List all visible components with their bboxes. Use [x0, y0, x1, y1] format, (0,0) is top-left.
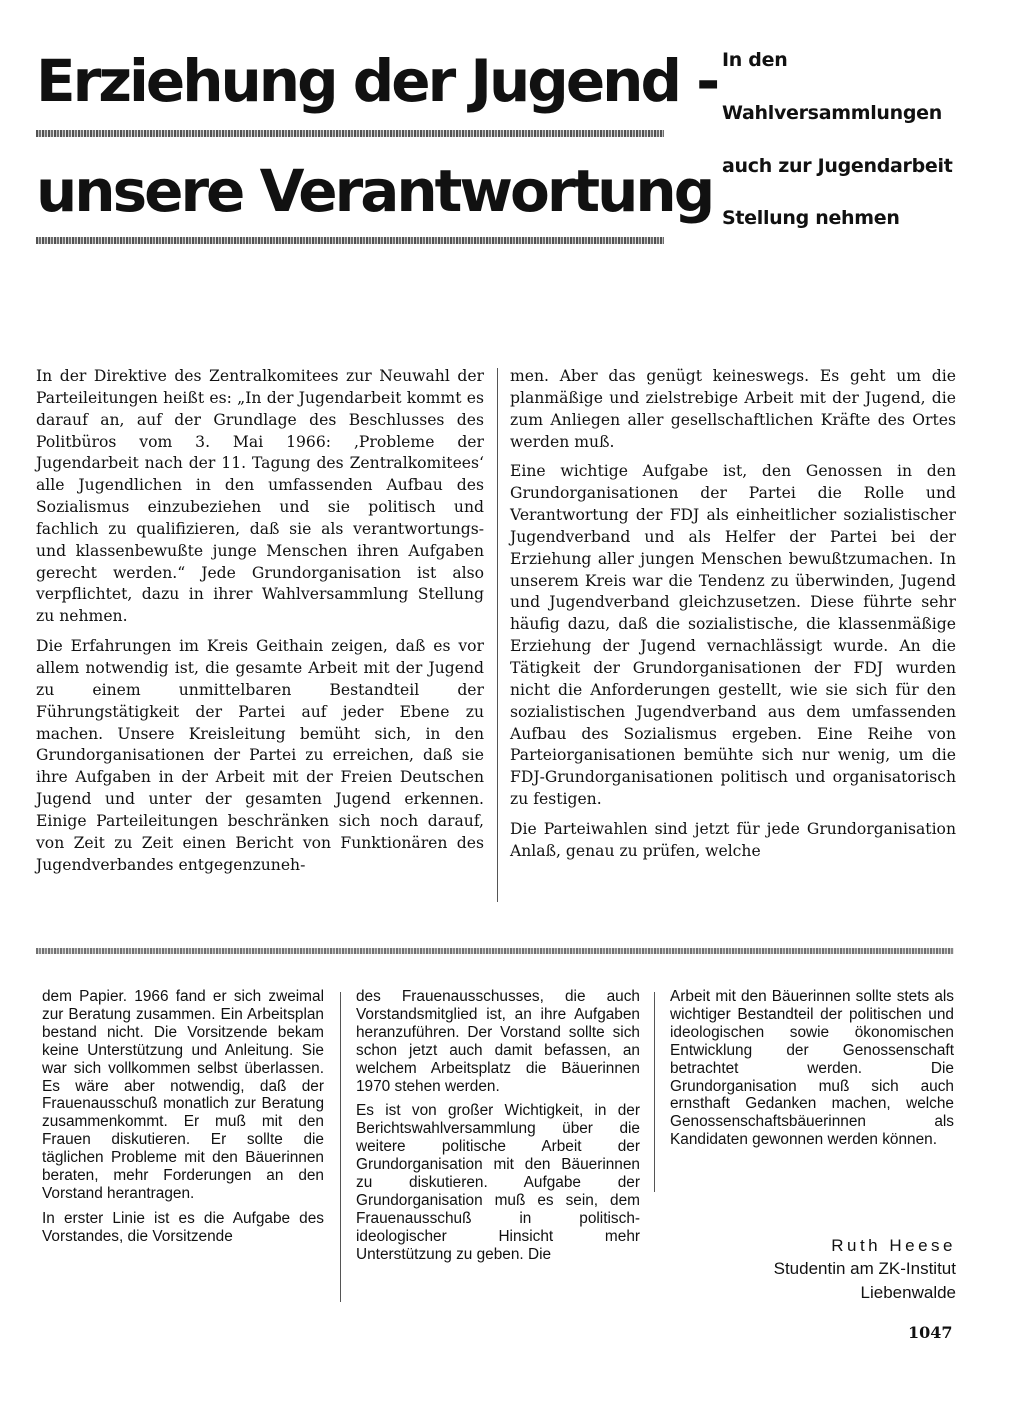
upper-right-column — [510, 366, 956, 863]
author-title: Studentin am ZK-Institut — [773, 1259, 956, 1278]
headline-line-1: Erziehung der Jugend - — [36, 47, 718, 115]
author-name: Ruth Heese — [831, 1236, 956, 1255]
subheadline-line-1: In den — [722, 49, 788, 71]
upper-left-column — [36, 366, 484, 876]
lower-column-3 — [670, 988, 954, 1149]
subheadline-line-4: Stellung nehmen — [722, 207, 900, 229]
column-divider — [654, 992, 655, 1192]
subheadline-line-2: Wahlversammlungen — [722, 102, 942, 124]
paragraph: Es ist von großer Wichtigkeit, in der Berichtswahlversammlung über die weitere politische Arbeit der Grundorganisation mit den Bäuerinnen zu diskutieren. Aufgabe der Grundorganisation muß es sein, dem Frauenausschuß in politisch-ideologischer Hinsicht mehr Unterstützung zu geben. Die — [356, 1102, 640, 1263]
column-divider — [340, 992, 341, 1302]
headline-line-2: unsere Verantwortung — [36, 157, 713, 225]
paragraph: dem Papier. 1966 fand er sich zweimal zur Beratung zusammen. Ein Arbeitsplan bestand nicht. Die Vorsitzende bekam keine Unterstützung und Anleitung. Sie war sich vollkommen selbst überlassen. Es wäre aber notwendig, daß der Frauenausschuß monatlich zur Beratung zusammenkommt. Er muß mit den Frauen diskutieren. Er sollte die täglichen Probleme mit den Bäuerinnen beraten, mehr Forderungen an den Vorstand herantragen. — [42, 988, 324, 1202]
page-number: 1047 — [908, 1323, 953, 1342]
paragraph: des Frauenausschusses, die auch Vorstandsmitglied ist, an ihre Aufgaben heranzuführen. Der Vorstand sollte sich schon jetzt auch damit befassen, an welchem Arbeitsplatz die Bäuerinnen 1970 stehen werden. — [356, 988, 640, 1095]
section-divider — [36, 948, 954, 954]
paragraph: Arbeit mit den Bäuerinnen sollte stets als wichtiger Bestandteil der politischen und ideologischen sowie ökonomischen Entwicklung der Genossenschaft betrachtet werden. Die Grundorganisation muß sich auch ernsthaft Gedanken machen, welche Genossenschaftsbäuerinnen als Kandidaten gewonnen werden können. — [670, 988, 954, 1149]
headline-rule — [36, 237, 664, 244]
paragraph: In der Direktive des Zentralkomitees zur Neuwahl der Parteileitungen heißt es: „In der Jugendarbeit kommt es darauf an, auf der Grundlage des Beschlusses des Politbüros vom 3. Mai 1966: ‚Probleme der Jugendarbeit nach der 11. Tagung des Zentralkomitees‘ alle Jugendlichen in den umfassenden Aufbau des Sozialismus einzubeziehen und sie politisch und fachlich zu qualifizieren, daß sie als verantwortungs- und klassenbewußte junge Menschen ihren Aufgaben gerecht werden.“ Jede Grundorganisation ist also verpflichtet, dazu in ihrer Wahlversammlung Stellung zu nehmen. — [36, 367, 484, 626]
paragraph: In erster Linie ist es die Aufgabe des Vorstandes, die Vorsitzende — [42, 1209, 324, 1245]
lower-column-2 — [356, 988, 640, 1264]
author-place: Liebenwalde — [860, 1283, 956, 1302]
lower-column-1 — [42, 988, 324, 1246]
paragraph: Eine wichtige Aufgabe ist, den Genossen in den Grundorganisationen der Partei die Rolle und Verantwortung der FDJ als einheitlicher sozialistischer Jugendverband und als Helfer der Partei bei der Erziehung aller jungen Menschen bewußtzumachen. In unserem Kreis war die Tendenz zu überwinden, Jugend und Jugendverband gleichzusetzen. Diese führte sehr häufig dazu, daß die sozialistische, die klassenmäßige Erziehung der Jugend vernachlässigt wurde. An die Tätigkeit der Grundorganisationen der FDJ wurden nicht die Anforderungen gestellt, wie sie sich für den sozialistischen Jugendverband aus dem umfassenden Aufbau des Sozialismus ergeben. Eine Reihe von Parteiorganisationen bemühte sich nur wenig, um die FDJ-Grundorganisationen politisch und organisatorisch zu festigen. — [510, 462, 956, 809]
paragraph: men. Aber das genügt keineswegs. Es geht um die planmäßige und zielstrebige Arbeit mit der Jugend, die zum Anliegen aller gesellschaftlichen Kräfte des Ortes werden muß. — [510, 367, 956, 451]
column-divider — [497, 368, 498, 902]
paragraph: Die Erfahrungen im Kreis Geithain zeigen, daß es vor allem notwendig ist, die gesamte Arbeit mit der Jugend zu einem unmittelbaren Bestandteil der Führungstätigkeit der Partei auf jeder Ebene zu machen. Unsere Kreisleitung bemüht sich, in den Grundorganisationen der Partei zu erreichen, daß sie ihre Aufgaben in der Arbeit mit der Freien Deutschen Jugend und unter der gesamten Jugend erkennen. Einige Parteileitungen beschränken sich noch darauf, von Zeit zu Zeit einen Bericht von Funktionären des Jugendverbandes entgegenzuneh- — [36, 637, 484, 874]
headline-rule — [36, 130, 664, 137]
paragraph: Die Parteiwahlen sind jetzt für jede Grundorganisation Anlaß, genau zu prüfen, welche — [510, 819, 956, 860]
subheadline-line-3: auch zur Jugendarbeit — [722, 155, 953, 177]
